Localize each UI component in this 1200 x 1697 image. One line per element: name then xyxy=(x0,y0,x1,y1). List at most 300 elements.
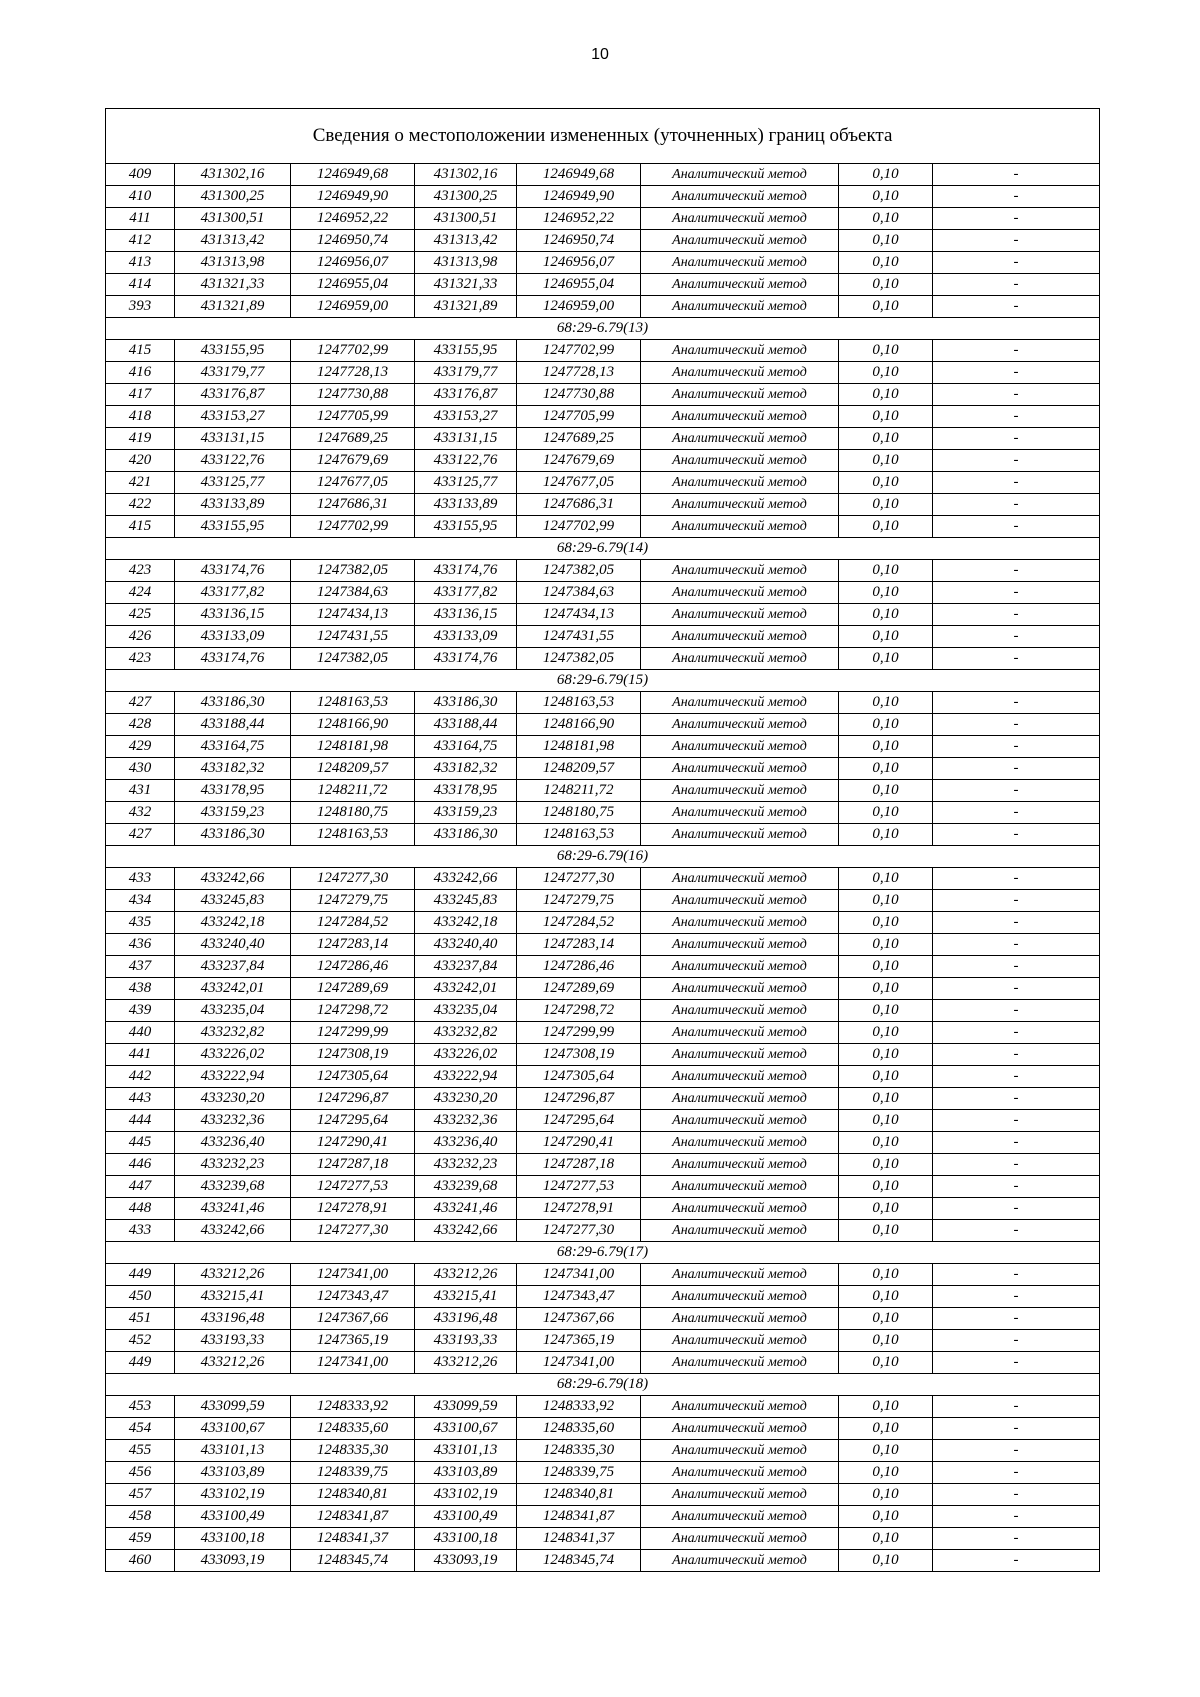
method-cell: Аналитический метод xyxy=(641,516,839,538)
table-row xyxy=(106,692,1100,714)
x-refined-cell: 433212,26 xyxy=(415,1352,517,1374)
point-number-cell: 460 xyxy=(106,1550,175,1572)
method-cell: Аналитический метод xyxy=(641,1484,839,1506)
point-number-cell: 430 xyxy=(106,758,175,780)
y-refined-cell: 1247298,72 xyxy=(517,1000,641,1022)
method-cell: Аналитический метод xyxy=(641,450,839,472)
x-refined-cell: 433182,32 xyxy=(415,758,517,780)
description-cell: - xyxy=(933,1440,1100,1462)
point-number-cell: 413 xyxy=(106,252,175,274)
method-cell: Аналитический метод xyxy=(641,164,839,186)
table-row xyxy=(106,1462,1100,1484)
x-refined-cell: 433155,95 xyxy=(415,516,517,538)
accuracy-cell: 0,10 xyxy=(839,824,933,846)
x-existing-cell: 433103,89 xyxy=(175,1462,291,1484)
accuracy-cell: 0,10 xyxy=(839,868,933,890)
point-number-cell: 419 xyxy=(106,428,175,450)
y-refined-cell: 1248333,92 xyxy=(517,1396,641,1418)
method-cell: Аналитический метод xyxy=(641,274,839,296)
y-refined-cell: 1248166,90 xyxy=(517,714,641,736)
point-number-cell: 415 xyxy=(106,516,175,538)
method-cell: Аналитический метод xyxy=(641,1264,839,1286)
table-title-row xyxy=(106,109,1100,164)
section-header-row xyxy=(106,846,1100,868)
accuracy-cell: 0,10 xyxy=(839,604,933,626)
y-refined-cell: 1248340,81 xyxy=(517,1484,641,1506)
y-existing-cell: 1247287,18 xyxy=(291,1154,415,1176)
point-number-cell: 449 xyxy=(106,1352,175,1374)
description-cell: - xyxy=(933,340,1100,362)
y-refined-cell: 1246949,68 xyxy=(517,164,641,186)
method-cell: Аналитический метод xyxy=(641,1462,839,1484)
description-cell: - xyxy=(933,1286,1100,1308)
accuracy-cell: 0,10 xyxy=(839,1528,933,1550)
method-cell: Аналитический метод xyxy=(641,1044,839,1066)
y-existing-cell: 1247705,99 xyxy=(291,406,415,428)
accuracy-cell: 0,10 xyxy=(839,956,933,978)
accuracy-cell: 0,10 xyxy=(839,1198,933,1220)
x-existing-cell: 433239,68 xyxy=(175,1176,291,1198)
x-refined-cell: 433179,77 xyxy=(415,362,517,384)
method-cell: Аналитический метод xyxy=(641,802,839,824)
point-number-cell: 422 xyxy=(106,494,175,516)
section-header: 68:29-6.79(17) xyxy=(106,1242,1100,1264)
x-existing-cell: 431321,33 xyxy=(175,274,291,296)
point-number-cell: 416 xyxy=(106,362,175,384)
x-refined-cell: 433193,33 xyxy=(415,1330,517,1352)
y-refined-cell: 1248339,75 xyxy=(517,1462,641,1484)
description-cell: - xyxy=(933,648,1100,670)
table-title: Сведения о местоположении измененных (уточненных) границ объекта xyxy=(106,109,1100,164)
method-cell: Аналитический метод xyxy=(641,1440,839,1462)
x-existing-cell: 433102,19 xyxy=(175,1484,291,1506)
x-existing-cell: 433174,76 xyxy=(175,648,291,670)
y-existing-cell: 1247277,30 xyxy=(291,868,415,890)
table-row xyxy=(106,186,1100,208)
y-refined-cell: 1247278,91 xyxy=(517,1198,641,1220)
table-row xyxy=(106,1110,1100,1132)
x-existing-cell: 431321,89 xyxy=(175,296,291,318)
y-existing-cell: 1247308,19 xyxy=(291,1044,415,1066)
accuracy-cell: 0,10 xyxy=(839,1022,933,1044)
y-existing-cell: 1247341,00 xyxy=(291,1264,415,1286)
y-refined-cell: 1248341,87 xyxy=(517,1506,641,1528)
accuracy-cell: 0,10 xyxy=(839,362,933,384)
description-cell: - xyxy=(933,560,1100,582)
y-existing-cell: 1247382,05 xyxy=(291,560,415,582)
y-refined-cell: 1247287,18 xyxy=(517,1154,641,1176)
point-number-cell: 423 xyxy=(106,560,175,582)
y-existing-cell: 1248345,74 xyxy=(291,1550,415,1572)
method-cell: Аналитический метод xyxy=(641,956,839,978)
description-cell: - xyxy=(933,714,1100,736)
accuracy-cell: 0,10 xyxy=(839,1550,933,1572)
y-existing-cell: 1246955,04 xyxy=(291,274,415,296)
method-cell: Аналитический метод xyxy=(641,252,839,274)
accuracy-cell: 0,10 xyxy=(839,1330,933,1352)
method-cell: Аналитический метод xyxy=(641,978,839,1000)
point-number-cell: 439 xyxy=(106,1000,175,1022)
point-number-cell: 453 xyxy=(106,1396,175,1418)
y-refined-cell: 1246949,90 xyxy=(517,186,641,208)
x-existing-cell: 433177,82 xyxy=(175,582,291,604)
y-existing-cell: 1247367,66 xyxy=(291,1308,415,1330)
x-refined-cell: 433226,02 xyxy=(415,1044,517,1066)
y-refined-cell: 1247705,99 xyxy=(517,406,641,428)
method-cell: Аналитический метод xyxy=(641,208,839,230)
x-existing-cell: 433237,84 xyxy=(175,956,291,978)
y-refined-cell: 1247299,99 xyxy=(517,1022,641,1044)
description-cell: - xyxy=(933,1484,1100,1506)
x-refined-cell: 433099,59 xyxy=(415,1396,517,1418)
x-existing-cell: 433236,40 xyxy=(175,1132,291,1154)
x-existing-cell: 433174,76 xyxy=(175,560,291,582)
y-refined-cell: 1248180,75 xyxy=(517,802,641,824)
accuracy-cell: 0,10 xyxy=(839,384,933,406)
point-number-cell: 429 xyxy=(106,736,175,758)
x-refined-cell: 433232,82 xyxy=(415,1022,517,1044)
x-refined-cell: 433174,76 xyxy=(415,560,517,582)
y-existing-cell: 1247702,99 xyxy=(291,516,415,538)
x-refined-cell: 433164,75 xyxy=(415,736,517,758)
y-existing-cell: 1247343,47 xyxy=(291,1286,415,1308)
table-row xyxy=(106,1550,1100,1572)
x-existing-cell: 433155,95 xyxy=(175,516,291,538)
y-refined-cell: 1248181,98 xyxy=(517,736,641,758)
accuracy-cell: 0,10 xyxy=(839,164,933,186)
x-existing-cell: 433242,66 xyxy=(175,868,291,890)
description-cell: - xyxy=(933,1264,1100,1286)
table-row xyxy=(106,1418,1100,1440)
x-refined-cell: 431321,89 xyxy=(415,296,517,318)
table-row xyxy=(106,1176,1100,1198)
y-refined-cell: 1247382,05 xyxy=(517,560,641,582)
section-header: 68:29-6.79(13) xyxy=(106,318,1100,340)
section-header-row xyxy=(106,1242,1100,1264)
accuracy-cell: 0,10 xyxy=(839,1462,933,1484)
description-cell: - xyxy=(933,1022,1100,1044)
y-refined-cell: 1247730,88 xyxy=(517,384,641,406)
method-cell: Аналитический метод xyxy=(641,648,839,670)
x-refined-cell: 433125,77 xyxy=(415,472,517,494)
y-refined-cell: 1247286,46 xyxy=(517,956,641,978)
x-refined-cell: 433122,76 xyxy=(415,450,517,472)
accuracy-cell: 0,10 xyxy=(839,1220,933,1242)
method-cell: Аналитический метод xyxy=(641,1286,839,1308)
table-row xyxy=(106,626,1100,648)
table-row xyxy=(106,274,1100,296)
accuracy-cell: 0,10 xyxy=(839,494,933,516)
table-row xyxy=(106,296,1100,318)
x-existing-cell: 431300,25 xyxy=(175,186,291,208)
accuracy-cell: 0,10 xyxy=(839,1506,933,1528)
x-existing-cell: 433099,59 xyxy=(175,1396,291,1418)
point-number-cell: 409 xyxy=(106,164,175,186)
y-existing-cell: 1247279,75 xyxy=(291,890,415,912)
y-existing-cell: 1247286,46 xyxy=(291,956,415,978)
y-existing-cell: 1248180,75 xyxy=(291,802,415,824)
boundary-table-container xyxy=(105,108,1099,1572)
table-row xyxy=(106,604,1100,626)
description-cell: - xyxy=(933,692,1100,714)
y-refined-cell: 1247679,69 xyxy=(517,450,641,472)
y-existing-cell: 1247284,52 xyxy=(291,912,415,934)
description-cell: - xyxy=(933,868,1100,890)
x-refined-cell: 433131,15 xyxy=(415,428,517,450)
x-refined-cell: 433242,01 xyxy=(415,978,517,1000)
x-refined-cell: 431300,25 xyxy=(415,186,517,208)
table-row xyxy=(106,1330,1100,1352)
x-existing-cell: 433241,46 xyxy=(175,1198,291,1220)
method-cell: Аналитический метод xyxy=(641,1330,839,1352)
table-row xyxy=(106,384,1100,406)
x-existing-cell: 433232,23 xyxy=(175,1154,291,1176)
description-cell: - xyxy=(933,1396,1100,1418)
x-refined-cell: 433235,04 xyxy=(415,1000,517,1022)
table-row xyxy=(106,1264,1100,1286)
table-row xyxy=(106,230,1100,252)
point-number-cell: 412 xyxy=(106,230,175,252)
method-cell: Аналитический метод xyxy=(641,1000,839,1022)
x-existing-cell: 433125,77 xyxy=(175,472,291,494)
description-cell: - xyxy=(933,1066,1100,1088)
section-header: 68:29-6.79(15) xyxy=(106,670,1100,692)
description-cell: - xyxy=(933,406,1100,428)
method-cell: Аналитический метод xyxy=(641,604,839,626)
x-existing-cell: 433196,48 xyxy=(175,1308,291,1330)
description-cell: - xyxy=(933,472,1100,494)
description-cell: - xyxy=(933,208,1100,230)
method-cell: Аналитический метод xyxy=(641,1220,839,1242)
accuracy-cell: 0,10 xyxy=(839,780,933,802)
y-existing-cell: 1247728,13 xyxy=(291,362,415,384)
x-existing-cell: 433212,26 xyxy=(175,1264,291,1286)
accuracy-cell: 0,10 xyxy=(839,1088,933,1110)
description-cell: - xyxy=(933,934,1100,956)
y-existing-cell: 1247730,88 xyxy=(291,384,415,406)
x-existing-cell: 433186,30 xyxy=(175,824,291,846)
x-existing-cell: 433226,02 xyxy=(175,1044,291,1066)
y-existing-cell: 1247434,13 xyxy=(291,604,415,626)
point-number-cell: 418 xyxy=(106,406,175,428)
y-refined-cell: 1247284,52 xyxy=(517,912,641,934)
x-existing-cell: 433153,27 xyxy=(175,406,291,428)
point-number-cell: 438 xyxy=(106,978,175,1000)
y-refined-cell: 1246959,00 xyxy=(517,296,641,318)
y-existing-cell: 1247384,63 xyxy=(291,582,415,604)
section-header-row xyxy=(106,318,1100,340)
table-row xyxy=(106,1528,1100,1550)
table-row xyxy=(106,956,1100,978)
point-number-cell: 417 xyxy=(106,384,175,406)
x-refined-cell: 431313,98 xyxy=(415,252,517,274)
accuracy-cell: 0,10 xyxy=(839,1132,933,1154)
x-existing-cell: 433131,15 xyxy=(175,428,291,450)
description-cell: - xyxy=(933,1418,1100,1440)
x-existing-cell: 433193,33 xyxy=(175,1330,291,1352)
table-row xyxy=(106,1396,1100,1418)
point-number-cell: 435 xyxy=(106,912,175,934)
y-existing-cell: 1248341,87 xyxy=(291,1506,415,1528)
x-existing-cell: 433182,32 xyxy=(175,758,291,780)
table-row xyxy=(106,164,1100,186)
y-existing-cell: 1247290,41 xyxy=(291,1132,415,1154)
accuracy-cell: 0,10 xyxy=(839,1066,933,1088)
x-refined-cell: 433133,89 xyxy=(415,494,517,516)
description-cell: - xyxy=(933,494,1100,516)
y-existing-cell: 1247686,31 xyxy=(291,494,415,516)
y-existing-cell: 1248340,81 xyxy=(291,1484,415,1506)
y-existing-cell: 1248209,57 xyxy=(291,758,415,780)
accuracy-cell: 0,10 xyxy=(839,450,933,472)
x-existing-cell: 433186,30 xyxy=(175,692,291,714)
point-number-cell: 455 xyxy=(106,1440,175,1462)
table-row xyxy=(106,1286,1100,1308)
table-row xyxy=(106,582,1100,604)
point-number-cell: 440 xyxy=(106,1022,175,1044)
point-number-cell: 457 xyxy=(106,1484,175,1506)
y-existing-cell: 1247677,05 xyxy=(291,472,415,494)
x-refined-cell: 433176,87 xyxy=(415,384,517,406)
table-row xyxy=(106,824,1100,846)
description-cell: - xyxy=(933,802,1100,824)
x-refined-cell: 433136,15 xyxy=(415,604,517,626)
table-row xyxy=(106,472,1100,494)
x-refined-cell: 433174,76 xyxy=(415,648,517,670)
accuracy-cell: 0,10 xyxy=(839,252,933,274)
description-cell: - xyxy=(933,582,1100,604)
x-refined-cell: 433241,46 xyxy=(415,1198,517,1220)
method-cell: Аналитический метод xyxy=(641,494,839,516)
y-refined-cell: 1247702,99 xyxy=(517,340,641,362)
point-number-cell: 458 xyxy=(106,1506,175,1528)
table-row xyxy=(106,208,1100,230)
table-row xyxy=(106,802,1100,824)
description-cell: - xyxy=(933,252,1100,274)
y-refined-cell: 1247367,66 xyxy=(517,1308,641,1330)
description-cell: - xyxy=(933,1330,1100,1352)
method-cell: Аналитический метод xyxy=(641,1022,839,1044)
y-existing-cell: 1247283,14 xyxy=(291,934,415,956)
method-cell: Аналитический метод xyxy=(641,1066,839,1088)
table-row xyxy=(106,362,1100,384)
x-refined-cell: 433178,95 xyxy=(415,780,517,802)
table-row xyxy=(106,1440,1100,1462)
method-cell: Аналитический метод xyxy=(641,890,839,912)
point-number-cell: 456 xyxy=(106,1462,175,1484)
table-row xyxy=(106,1088,1100,1110)
method-cell: Аналитический метод xyxy=(641,1506,839,1528)
point-number-cell: 443 xyxy=(106,1088,175,1110)
accuracy-cell: 0,10 xyxy=(839,1044,933,1066)
method-cell: Аналитический метод xyxy=(641,1110,839,1132)
y-refined-cell: 1247431,55 xyxy=(517,626,641,648)
description-cell: - xyxy=(933,912,1100,934)
method-cell: Аналитический метод xyxy=(641,384,839,406)
x-existing-cell: 433232,82 xyxy=(175,1022,291,1044)
method-cell: Аналитический метод xyxy=(641,626,839,648)
description-cell: - xyxy=(933,230,1100,252)
accuracy-cell: 0,10 xyxy=(839,1176,933,1198)
table-row xyxy=(106,1000,1100,1022)
y-refined-cell: 1246956,07 xyxy=(517,252,641,274)
x-refined-cell: 433103,89 xyxy=(415,1462,517,1484)
x-refined-cell: 433232,23 xyxy=(415,1154,517,1176)
x-refined-cell: 433153,27 xyxy=(415,406,517,428)
y-existing-cell: 1246949,68 xyxy=(291,164,415,186)
y-refined-cell: 1248163,53 xyxy=(517,692,641,714)
description-cell: - xyxy=(933,1110,1100,1132)
point-number-cell: 441 xyxy=(106,1044,175,1066)
method-cell: Аналитический метод xyxy=(641,1352,839,1374)
x-existing-cell: 433136,15 xyxy=(175,604,291,626)
description-cell: - xyxy=(933,1176,1100,1198)
accuracy-cell: 0,10 xyxy=(839,1154,933,1176)
y-existing-cell: 1248181,98 xyxy=(291,736,415,758)
table-row xyxy=(106,1220,1100,1242)
description-cell: - xyxy=(933,186,1100,208)
description-cell: - xyxy=(933,1220,1100,1242)
table-row xyxy=(106,1022,1100,1044)
accuracy-cell: 0,10 xyxy=(839,714,933,736)
x-existing-cell: 433240,40 xyxy=(175,934,291,956)
x-existing-cell: 431313,98 xyxy=(175,252,291,274)
description-cell: - xyxy=(933,1462,1100,1484)
method-cell: Аналитический метод xyxy=(641,296,839,318)
y-existing-cell: 1246950,74 xyxy=(291,230,415,252)
method-cell: Аналитический метод xyxy=(641,362,839,384)
section-header: 68:29-6.79(14) xyxy=(106,538,1100,560)
table-row xyxy=(106,780,1100,802)
x-refined-cell: 433159,23 xyxy=(415,802,517,824)
description-cell: - xyxy=(933,1528,1100,1550)
point-number-cell: 414 xyxy=(106,274,175,296)
accuracy-cell: 0,10 xyxy=(839,1440,933,1462)
y-existing-cell: 1248166,90 xyxy=(291,714,415,736)
method-cell: Аналитический метод xyxy=(641,1132,839,1154)
y-refined-cell: 1248163,53 xyxy=(517,824,641,846)
accuracy-cell: 0,10 xyxy=(839,648,933,670)
y-existing-cell: 1248339,75 xyxy=(291,1462,415,1484)
table-row xyxy=(106,714,1100,736)
description-cell: - xyxy=(933,1308,1100,1330)
method-cell: Аналитический метод xyxy=(641,560,839,582)
table-row xyxy=(106,1198,1100,1220)
accuracy-cell: 0,10 xyxy=(839,472,933,494)
y-refined-cell: 1247728,13 xyxy=(517,362,641,384)
y-existing-cell: 1248335,60 xyxy=(291,1418,415,1440)
description-cell: - xyxy=(933,604,1100,626)
y-refined-cell: 1247305,64 xyxy=(517,1066,641,1088)
x-refined-cell: 431302,16 xyxy=(415,164,517,186)
x-refined-cell: 433102,19 xyxy=(415,1484,517,1506)
method-cell: Аналитический метод xyxy=(641,1418,839,1440)
method-cell: Аналитический метод xyxy=(641,736,839,758)
accuracy-cell: 0,10 xyxy=(839,758,933,780)
x-existing-cell: 433212,26 xyxy=(175,1352,291,1374)
x-refined-cell: 433155,95 xyxy=(415,340,517,362)
y-refined-cell: 1246955,04 xyxy=(517,274,641,296)
y-refined-cell: 1247384,63 xyxy=(517,582,641,604)
table-row xyxy=(106,1484,1100,1506)
point-number-cell: 420 xyxy=(106,450,175,472)
x-existing-cell: 433222,94 xyxy=(175,1066,291,1088)
y-refined-cell: 1247343,47 xyxy=(517,1286,641,1308)
table-row xyxy=(106,934,1100,956)
table-row xyxy=(106,736,1100,758)
x-existing-cell: 431302,16 xyxy=(175,164,291,186)
table-row xyxy=(106,912,1100,934)
